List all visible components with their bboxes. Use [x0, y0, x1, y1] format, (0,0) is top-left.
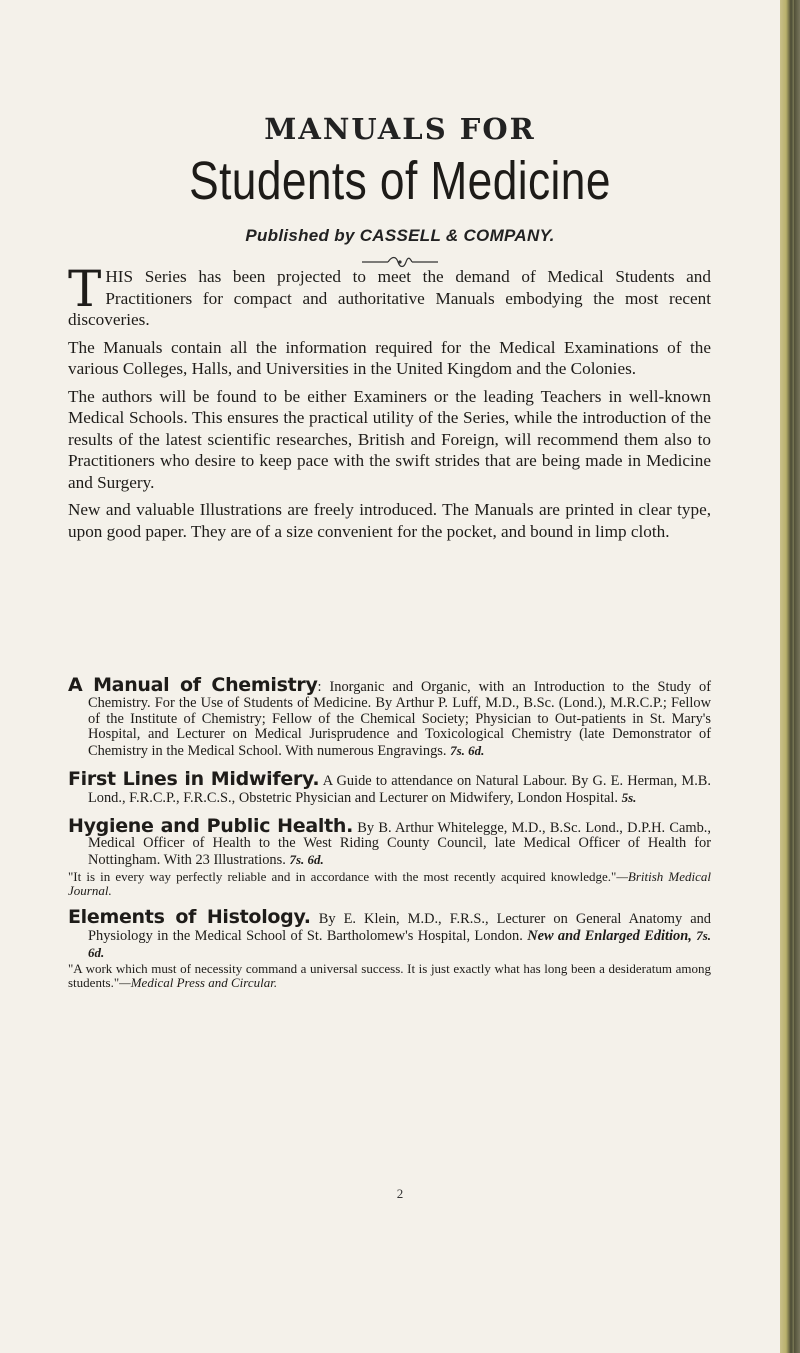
quote-text: "It is in every way perfectly reliable and in accordance with the most recently acquired knowledge." — [68, 868, 617, 884]
entry-body: : Inorganic and Organic, with an Introduction to the Study of Chemistry. For the Use of Students of Medicine. By Arthur P. Luff, M.D., B.Sc. (Lond.), M.R.C.P.; Fellow of the Institute of Chemistry; Fellow of the Chemical Society; Physician to Out-patients in St. Mary's Hospital, and Lecturer on Medical Jurisprudence and Toxicological Chemistry (late Demonstrator of Chemistry in the Medical School. With numerous Engravings. — [88, 679, 711, 760]
introduction — [68, 260, 711, 548]
entry-price: 7s. 6d. — [88, 927, 712, 960]
page-edge-shadow — [794, 0, 800, 1353]
quote-text: "A work which must of necessity command a universal success. It is just exactly what has long been a desideratum among students." — [68, 961, 711, 991]
drop-cap: T — [68, 260, 102, 318]
quote-source: —British Medical Journal. — [68, 868, 712, 898]
catalog-entry-midwifery — [68, 767, 711, 807]
entry-title: First Lines in Midwifery. — [68, 767, 320, 790]
review-quote — [68, 870, 711, 898]
entry-price: 5s. — [621, 789, 637, 805]
page-title: Students of Medicine — [189, 151, 611, 211]
series-heading: MANUALS FOR — [264, 112, 536, 146]
entry-body: A Guide to attendance on Natural Labour. By G. E. Herman, M.B. Lond., F.R.C.P., F.R.C.S., Obstetric Physician and Lecturer on Midwifery, London Hospital. — [88, 772, 711, 806]
intro-paragraph-1 — [68, 260, 711, 331]
catalog-entry-chemistry — [68, 674, 711, 760]
intro-paragraph-2: The Manuals contain all the information required for the Medical Examinations of the various Colleges, Halls, and Universities in the United Kingdom and the Colonies. — [68, 337, 711, 378]
entry-edition: New and Enlarged Edition, — [527, 927, 692, 944]
review-quote — [68, 962, 711, 990]
entry-body: By E. Klein, M.D., F.R.S., Lecturer on General Anatomy and Physiology in the Medical School of St. Bartholomew's Hospital, London. — [88, 910, 711, 944]
intro-text-1: HIS Series has been projected to meet the demand of Medical Students and Practitioners for compact and authoritative Manuals embodying the most recent discoveries. — [68, 267, 711, 329]
quote-source: —Medical Press and Circular. — [119, 975, 278, 991]
entry-body: By B. Arthur Whitelegge, M.D., B.Sc. Lond., D.P.H. Camb., Medical Officer of Health to the West Riding County Council, late Medical Officer of Health for Nottingham. With 23 Illustrations. — [88, 819, 711, 869]
catalog-list — [68, 674, 712, 1002]
intro-paragraph-3: The authors will be found to be either Examiners or the leading Teachers in well-known Medical Schools. This ensures the practical utility of the Series, while the introduction of the results of the latest scientific researches, British and Foreign, will recommend them also to Practitioners who desire to keep pace with the swift strides that are being made in Medicine and Surgery. — [68, 386, 711, 492]
publisher-line: Published by CASSELL & COMPANY. — [245, 226, 555, 245]
entry-title: Hygiene and Public Health. — [68, 814, 354, 837]
catalog-entry-histology — [68, 905, 712, 991]
entry-price: 7s. 6d. — [289, 852, 324, 868]
intro-paragraph-4: New and valuable Illustrations are freely introduced. The Manuals are printed in clear type, upon good paper. They are of a size convenient for the pocket, and bound in limp cloth. — [68, 500, 711, 541]
page-number: 2 — [396, 1186, 404, 1201]
entry-title: A Manual of Chemistry — [68, 674, 318, 696]
catalog-entry-hygiene — [68, 814, 712, 898]
entry-title: Elements of Histology. — [68, 905, 311, 928]
entry-price: 7s. 6d. — [450, 743, 485, 759]
